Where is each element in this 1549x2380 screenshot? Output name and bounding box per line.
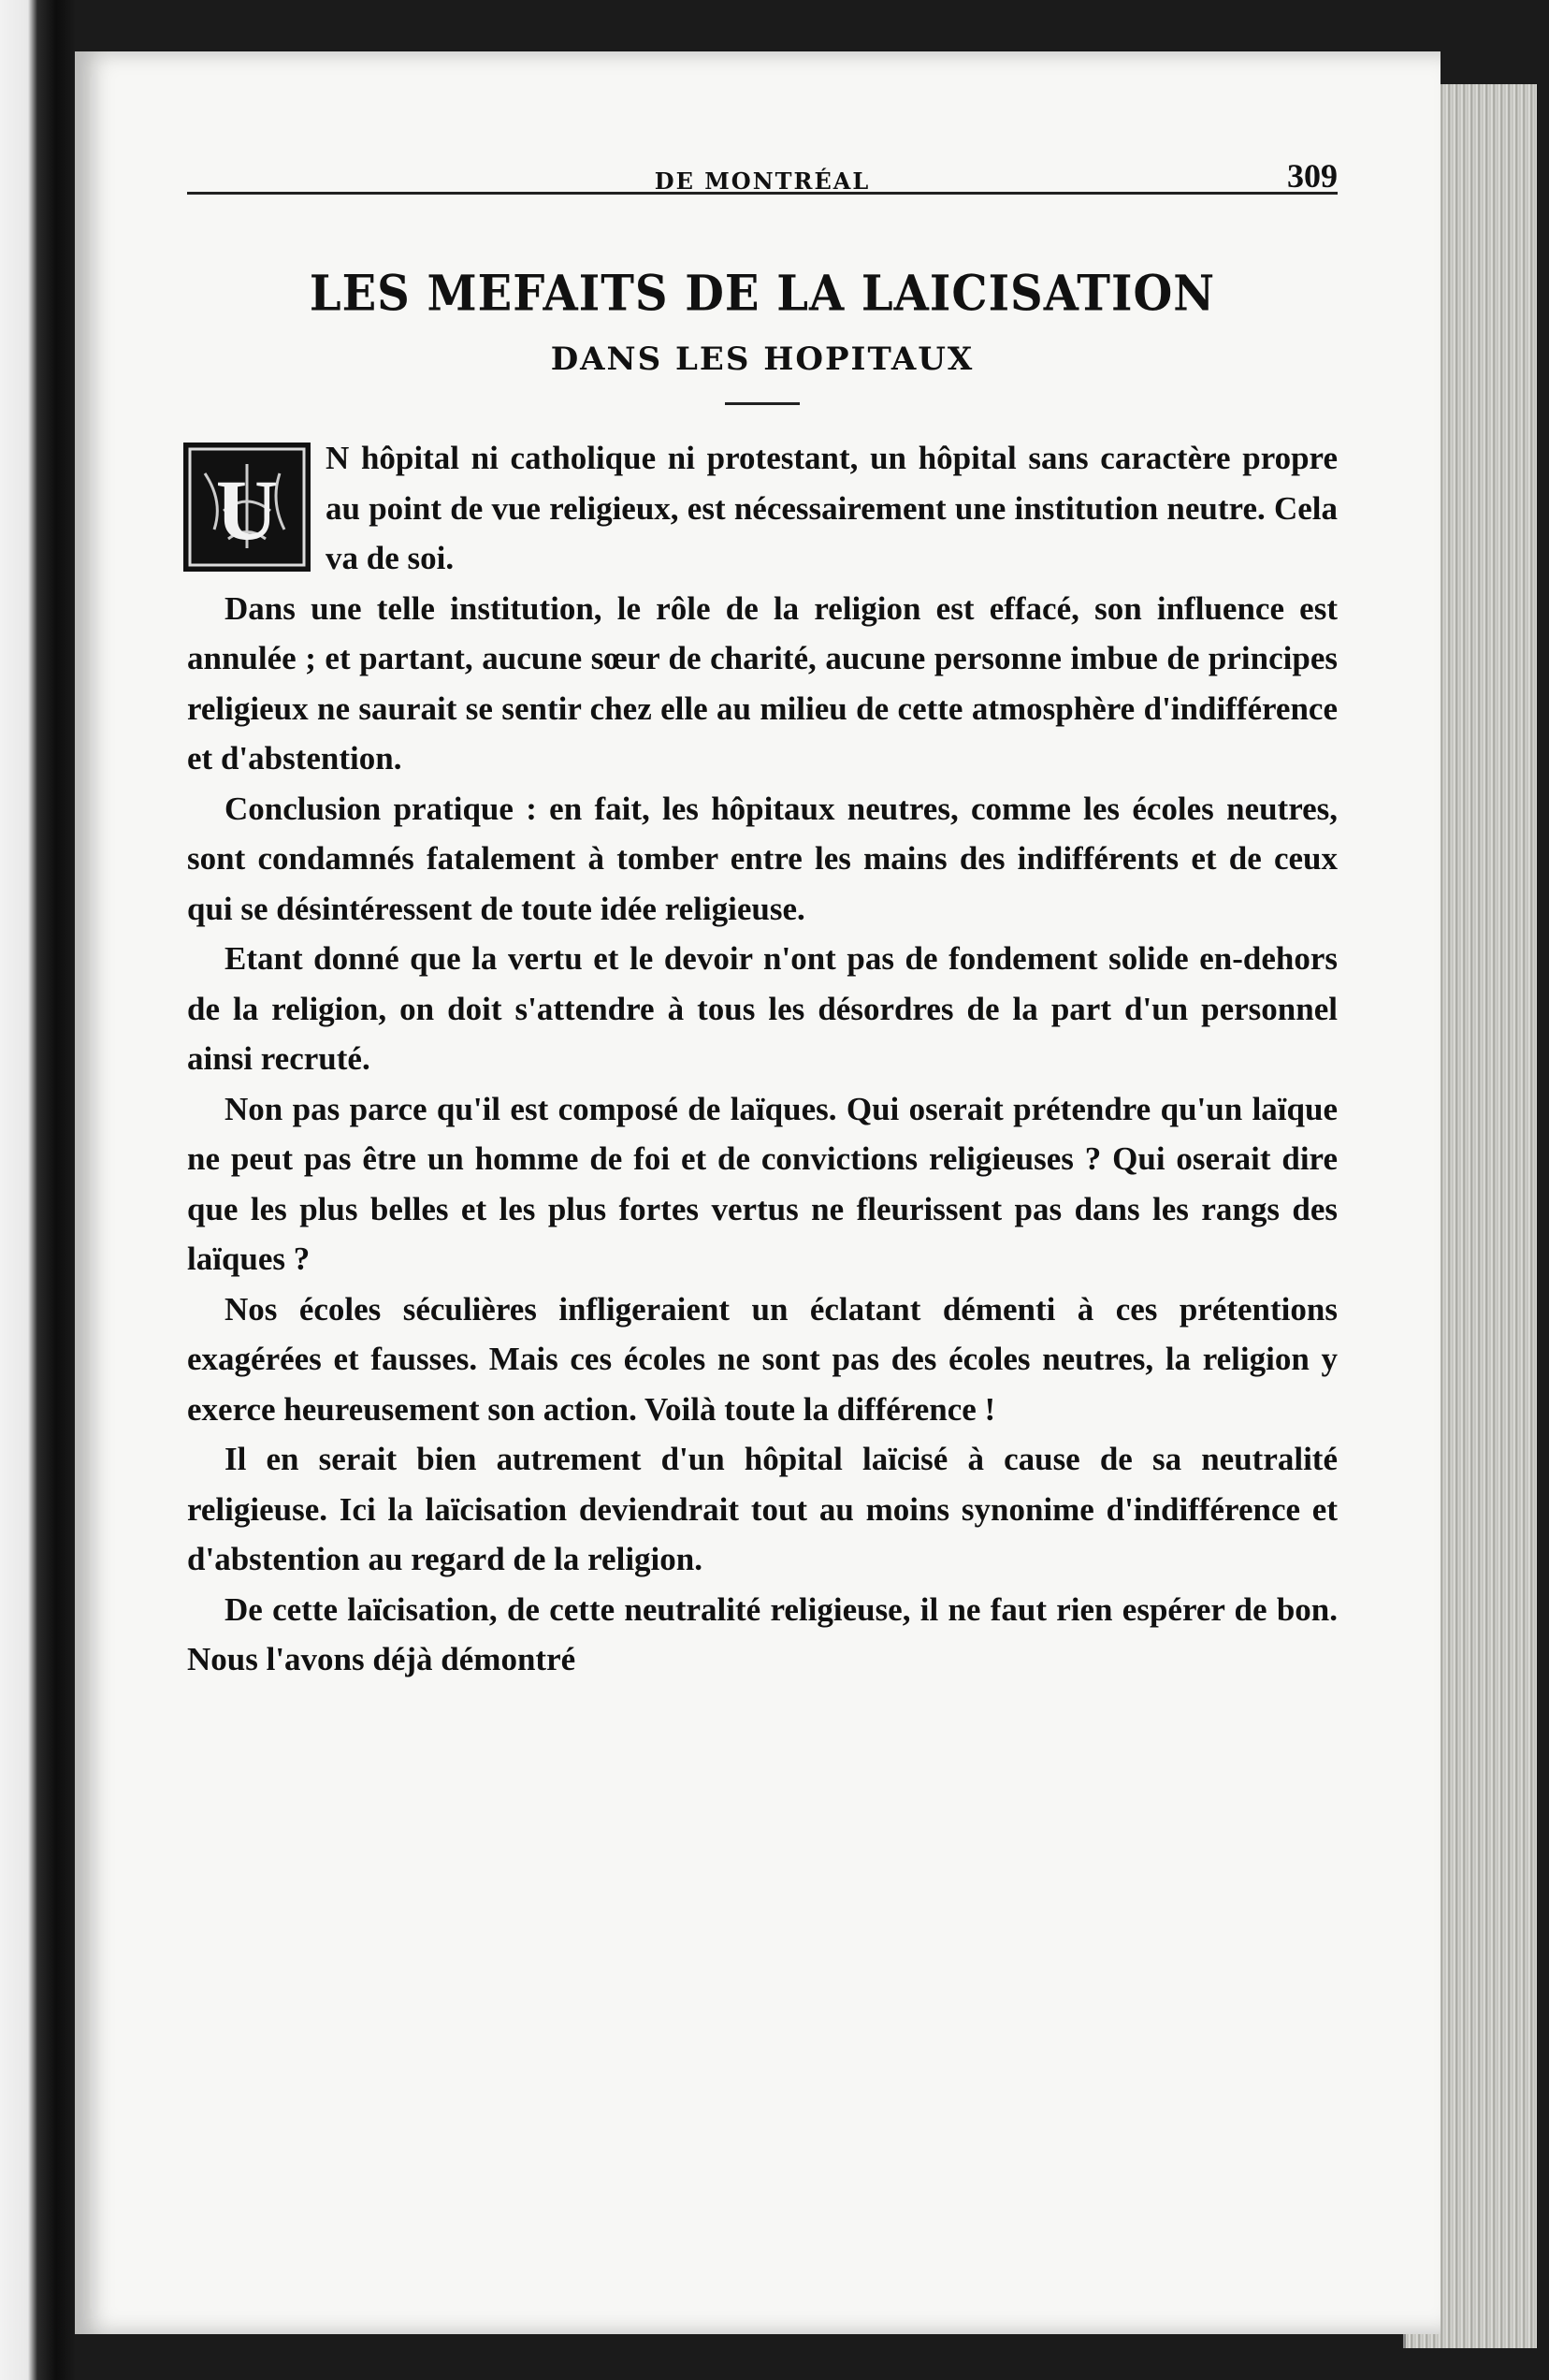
chapter-title: LES MEFAITS DE LA LAICISATION	[309, 265, 1216, 323]
paragraph: Etant donné que la vertu et le devoir n'ont pas de fondement solide en-dehors de la religion, on doit s'attendre à tous les désordres de la part d'un personnel ainsi recruté.	[187, 940, 1338, 1077]
book-page	[75, 51, 1440, 2334]
paragraph-text: N hôpital ni catholique ni protestant, un hôpital sans caractère propre au point de vue religieux, est nécessairement une institution neutre. Cela va de soi.	[326, 440, 1338, 576]
page-content	[187, 108, 1338, 1685]
paragraph: Il en serait bien autrement d'un hôpital laïcisé à cause de sa neutralité religieuse. Ici la laïcisation deviendrait tout au moins synonime d'indifférence et d'abstention au regard de la religion.	[187, 1441, 1338, 1577]
running-title: DE MONTRÉAL	[654, 167, 871, 195]
paragraph: Conclusion pratique : en fait, les hôpitaux neutres, comme les écoles neutres, sont condamnés fatalement à tomber entre les mains des indifférents et de ceux qui se désintéressent de toute idée religieuse.	[187, 790, 1338, 927]
drop-cap-ornament	[183, 443, 311, 572]
paragraph: Non pas parce qu'il est composé de laïques. Qui oserait prétendre qu'un laïque ne peut pas être un homme de foi et de convictions religieuses ? Qui oserait dire que les plus belles et les plus fortes vertus ne fleurissent pas dans les rangs des laïques ?	[187, 1090, 1338, 1277]
paragraph: Nos écoles séculières infligeraient un éclatant démenti à ces prétentions exagérées et fausses. Mais ces écoles ne sont pas des écoles neutres, la religion y exerce heureusement son action. Voilà toute la différence !	[187, 1290, 1338, 1428]
page-number: 309	[1287, 157, 1338, 195]
paragraph: Dans une telle institution, le rôle de la religion est effacé, son influence est annulée ; et partant, aucune sœur de charité, aucune personne imbue de principes religieux ne saurait se sentir chez elle au milieu de cette atmosphère d'indifférence et d'abstention.	[187, 589, 1338, 776]
ornamental-letter-icon	[186, 445, 308, 569]
paragraph: De cette laïcisation, de cette neutralité religieuse, il ne faut rien espérer de bon. Nous l'avons déjà démontré	[187, 1590, 1338, 1677]
chapter-subtitle: DANS LES HOPITAUX	[550, 341, 975, 378]
title-rule	[725, 402, 800, 405]
paragraph	[187, 433, 1338, 584]
drop-cap-letter: U	[215, 462, 279, 558]
book-binding	[0, 0, 75, 2380]
body-text	[187, 433, 1338, 1685]
running-head	[187, 108, 1338, 195]
